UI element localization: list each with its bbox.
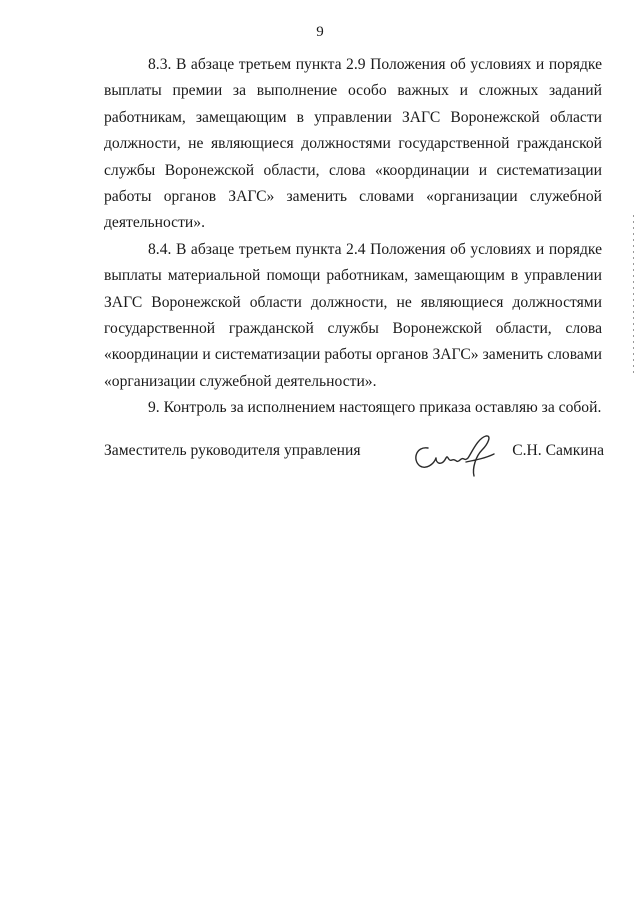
document-body	[104, 52, 602, 422]
signatory-name: С.Н. Самкина	[512, 442, 604, 459]
paragraph-8-4: 8.4. В абзаце третьем пункта 2.4 Положения об условиях и порядке выплаты материальной помощи работникам, замещающим в управлении ЗАГС Воронежской области должности, не являющиеся должностями государственной гражданской службы Воронежской области, слова «координации и систематизации работы органов ЗАГС» заменить словами «организации служебной деятельности».	[104, 240, 602, 390]
signature-block	[104, 430, 604, 490]
scan-edge-artifact	[633, 215, 634, 375]
paragraph-9: 9. Контроль за исполнением настоящего приказа оставляю за собой.	[148, 399, 602, 417]
page-number: 9	[316, 24, 324, 40]
signatory-position: Заместитель руководителя управления	[104, 442, 361, 459]
handwritten-signature	[406, 430, 496, 482]
paragraph-8-3: 8.3. В абзаце третьем пункта 2.9 Положения об условиях и порядке выплаты премии за выполнение особо важных и сложных заданий работникам, замещающим в управлении ЗАГС Воронежской области должности, не являющиеся должностями государственной гражданской службы Воронежской области, слова «координации и систематизации работы органов ЗАГС» заменить словами «организации служебной деятельности».	[104, 56, 602, 232]
